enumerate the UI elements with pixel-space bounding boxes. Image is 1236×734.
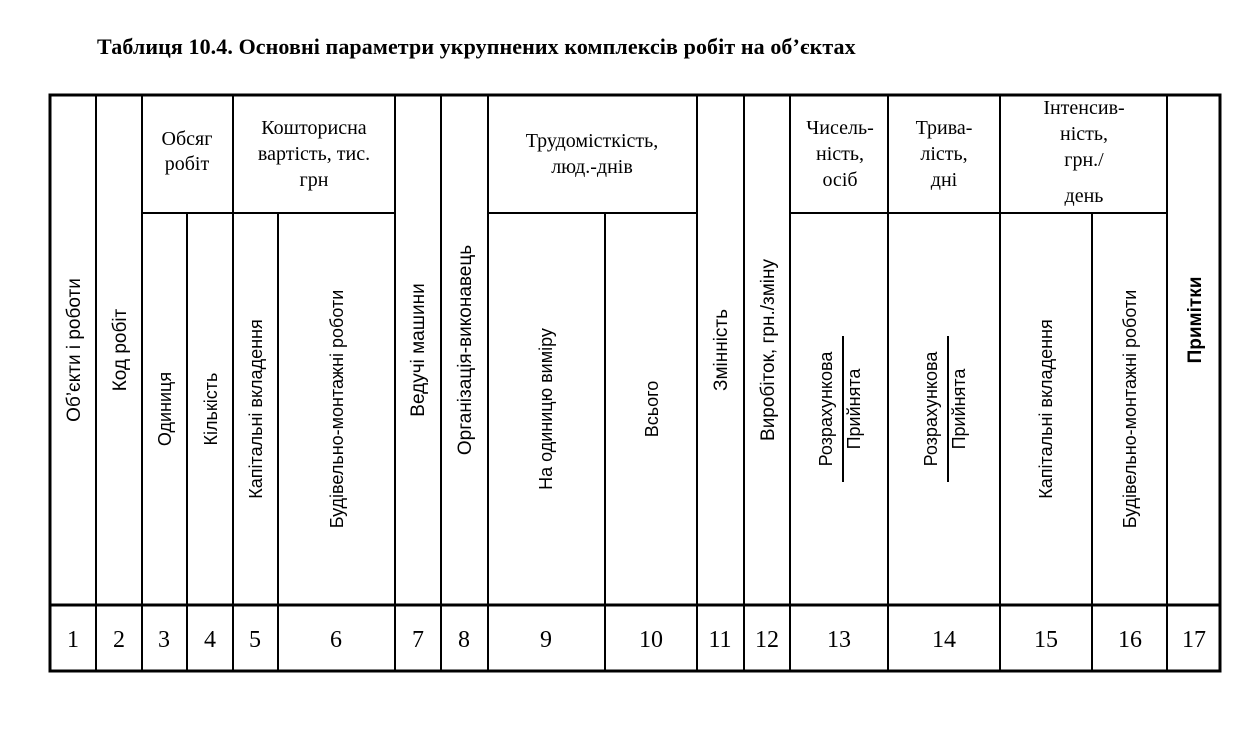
header-work-code: Код робіт <box>110 308 131 392</box>
column-number: 8 <box>458 627 470 653</box>
chysel-line-1: Чисель- <box>806 117 874 139</box>
table-title: Таблиця 10.4. Основні параметри укрупнених комплексів робіт на об’єктах <box>97 34 856 59</box>
column-number: 17 <box>1182 627 1206 653</box>
tryval-line-1: Трива- <box>915 117 973 139</box>
vartist-line-2: вартість, тис. <box>257 143 371 165</box>
header-leading-machines: Ведучі машини <box>408 283 429 417</box>
trud-line-2: люд.-днів <box>551 156 633 178</box>
column-number: 14 <box>932 627 956 653</box>
intens-line-1: Інтенсив- <box>1043 97 1125 119</box>
header-unit: Одиниця <box>155 371 175 447</box>
vartist-line-3: грн <box>299 169 329 191</box>
group-header-obsyag <box>162 128 213 175</box>
header-intensity-construction: Будівельно-монтажні роботи <box>1120 289 1140 529</box>
header-shifts: Змінність <box>711 308 732 392</box>
header-quantity: Кількість <box>201 372 221 446</box>
header-notes: Примітки <box>1185 276 1206 364</box>
column-number: 10 <box>639 627 663 653</box>
header-headcount-calculated: Розрахункова <box>816 351 836 467</box>
column-number: 16 <box>1118 627 1142 653</box>
group-header-trudomistkist <box>526 130 659 178</box>
group-header-chyselnist <box>806 117 873 191</box>
column-number: 9 <box>540 627 552 653</box>
column-number-row <box>67 627 1206 653</box>
group-header-tryvalist <box>916 117 973 191</box>
tryval-line-3: дні <box>930 169 958 191</box>
column-number: 6 <box>330 627 342 653</box>
column-number: 13 <box>827 627 851 653</box>
vertical-headers <box>64 245 1206 528</box>
header-construction-works: Будівельно-монтажні роботи <box>327 289 347 529</box>
column-number: 11 <box>708 627 732 653</box>
header-per-unit: На одиницю виміру <box>536 328 556 490</box>
column-number: 15 <box>1034 627 1058 653</box>
header-headcount-accepted: Прийнята <box>844 368 864 450</box>
trud-line-1: Трудомісткість, <box>525 130 659 152</box>
header-capital-investment: Капітальні вкладення <box>246 319 266 499</box>
tryval-line-2: лість, <box>920 143 968 165</box>
header-intensity-capital: Капітальні вкладення <box>1036 319 1056 499</box>
group-header-intensyvnist <box>1043 97 1124 207</box>
column-number: 12 <box>755 627 779 653</box>
column-number: 1 <box>67 627 79 653</box>
header-output-per-shift: Виробіток, грн./зміну <box>758 259 779 441</box>
header-duration-calculated: Розрахункова <box>921 351 941 467</box>
group-header-vartist <box>258 117 370 191</box>
chysel-line-3: осіб <box>822 169 858 191</box>
header-objects-and-works: Об’єкти і роботи <box>64 278 85 422</box>
intens-line-3: грн./ <box>1064 149 1104 171</box>
obsyag-line-2: робіт <box>164 153 210 175</box>
intens-line-4: день <box>1064 185 1104 207</box>
column-number: 5 <box>249 627 261 653</box>
chysel-line-2: ність, <box>816 143 864 165</box>
header-duration-accepted: Прийнята <box>949 368 969 450</box>
header-total: Всього <box>642 380 662 438</box>
column-number: 7 <box>412 627 424 653</box>
column-number: 3 <box>158 627 170 653</box>
obsyag-line-1: Обсяг <box>161 128 213 150</box>
column-number: 2 <box>113 627 125 653</box>
vartist-line-1: Кошторисна <box>261 117 367 139</box>
intens-line-2: ність, <box>1060 123 1108 145</box>
header-executor-organization: Організація-виконавець <box>455 244 476 456</box>
column-number: 4 <box>204 627 216 653</box>
